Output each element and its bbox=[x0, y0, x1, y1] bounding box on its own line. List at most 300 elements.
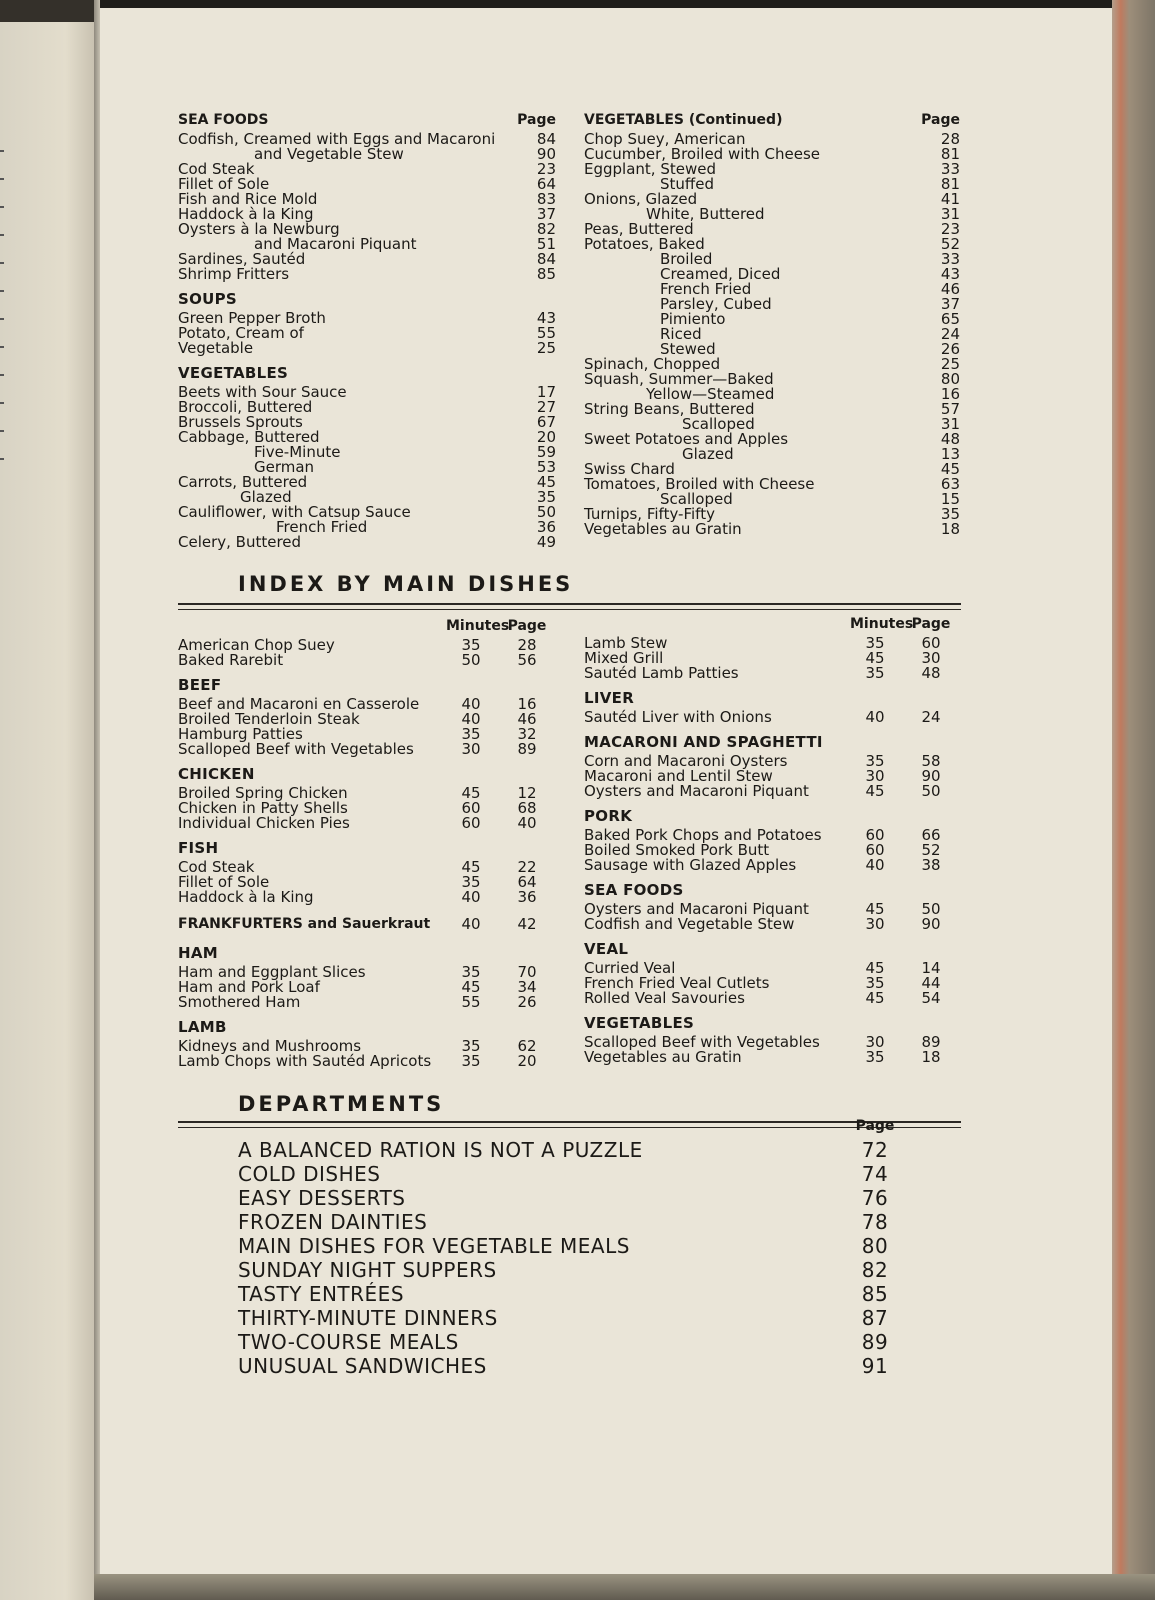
dish-page: 48 bbox=[921, 664, 941, 682]
dish-page: 24 bbox=[921, 708, 941, 726]
entry-label: Carrots, Buttered bbox=[178, 473, 308, 491]
department-entry bbox=[238, 1186, 900, 1210]
index-entry bbox=[178, 505, 556, 520]
index-entry bbox=[178, 430, 556, 445]
page-column-header: Page bbox=[507, 618, 547, 634]
department-label: FROZEN DAINTIES bbox=[238, 1210, 428, 1234]
department-page: 89 bbox=[861, 1330, 889, 1354]
entry-page: 53 bbox=[536, 458, 556, 476]
dish-page: 44 bbox=[921, 974, 941, 992]
departments-list bbox=[238, 1118, 900, 1378]
department-entry bbox=[238, 1306, 900, 1330]
header-spacer bbox=[238, 1118, 850, 1134]
dish-page: 66 bbox=[921, 826, 941, 844]
dish-label: Chicken in Patty Shells bbox=[178, 799, 348, 817]
dish-entry bbox=[584, 1050, 962, 1065]
index-entry bbox=[584, 162, 960, 177]
entry-page: 55 bbox=[536, 324, 556, 342]
entry-label: Glazed bbox=[240, 488, 292, 506]
group-title: CHICKEN bbox=[178, 765, 255, 783]
entry-page: 67 bbox=[536, 413, 556, 431]
group-title: LAMB bbox=[178, 1018, 227, 1036]
dish-label: Beef and Macaroni en Casserole bbox=[178, 695, 420, 713]
column-header-row bbox=[178, 618, 558, 634]
group-header-row bbox=[178, 112, 556, 128]
entry-page: 90 bbox=[536, 145, 556, 163]
index-entry bbox=[584, 237, 960, 252]
dish-label: Codfish and Vegetable Stew bbox=[584, 915, 795, 933]
department-entry bbox=[238, 1234, 900, 1258]
index-entry bbox=[584, 327, 960, 342]
department-label: UNUSUAL SANDWICHES bbox=[238, 1354, 487, 1378]
dish-minutes: 35 bbox=[865, 664, 885, 682]
entry-page: 25 bbox=[536, 339, 556, 357]
dish-minutes: 60 bbox=[461, 814, 481, 832]
dish-label: Kidneys and Mushrooms bbox=[178, 1037, 362, 1055]
dish-minutes: 30 bbox=[461, 740, 481, 758]
entry-page: 80 bbox=[940, 370, 960, 388]
dish-entry bbox=[178, 890, 558, 905]
dish-entry bbox=[178, 653, 558, 668]
dish-minutes: 35 bbox=[865, 1048, 885, 1066]
entry-label: Squash, Summer—Baked bbox=[584, 370, 774, 388]
dish-minutes: 40 bbox=[461, 915, 481, 933]
entry-page: 35 bbox=[940, 505, 960, 523]
dish-minutes: 30 bbox=[865, 767, 885, 785]
entry-label: White, Buttered bbox=[646, 205, 765, 223]
dish-entry bbox=[584, 784, 962, 799]
dish-minutes: 35 bbox=[865, 634, 885, 652]
entry-page: 85 bbox=[536, 265, 556, 283]
entry-label: Chop Suey, American bbox=[584, 130, 746, 148]
entry-page: 24 bbox=[940, 325, 960, 343]
entry-page: 81 bbox=[940, 175, 960, 193]
index-entry bbox=[584, 522, 960, 537]
entry-label: Vegetable bbox=[178, 339, 254, 357]
dish-label: Curried Veal bbox=[584, 959, 676, 977]
entry-page: 31 bbox=[940, 415, 960, 433]
entry-label: Vegetables au Gratin bbox=[584, 520, 742, 538]
dish-minutes: 60 bbox=[865, 841, 885, 859]
facing-page-edge bbox=[0, 0, 94, 1600]
column-header-row bbox=[584, 616, 962, 632]
entry-label: French Fried bbox=[276, 518, 368, 536]
entry-page: 43 bbox=[536, 309, 556, 327]
dish-minutes: 35 bbox=[461, 725, 481, 743]
dish-minutes: 40 bbox=[865, 856, 885, 874]
department-page: 87 bbox=[861, 1306, 889, 1330]
dish-label: Boiled Smoked Pork Butt bbox=[584, 841, 770, 859]
entry-page: 65 bbox=[940, 310, 960, 328]
dish-entry bbox=[584, 858, 962, 873]
entry-label: Broccoli, Buttered bbox=[178, 398, 313, 416]
entry-label: Five-Minute bbox=[254, 443, 341, 461]
entry-page: 37 bbox=[536, 205, 556, 223]
entry-page: 59 bbox=[536, 443, 556, 461]
dish-label: Corn and Macaroni Oysters bbox=[584, 752, 788, 770]
entry-label: Broiled bbox=[660, 250, 713, 268]
department-entry bbox=[238, 1162, 900, 1186]
entry-label: Creamed, Diced bbox=[660, 265, 781, 283]
dish-page: 32 bbox=[517, 725, 537, 743]
entry-label: String Beans, Buttered bbox=[584, 400, 755, 418]
department-label: COLD DISHES bbox=[238, 1162, 381, 1186]
dish-label: American Chop Suey bbox=[178, 636, 335, 654]
department-label: TWO-COURSE MEALS bbox=[238, 1330, 459, 1354]
index-entry bbox=[584, 267, 960, 282]
dish-minutes: 50 bbox=[461, 651, 481, 669]
entry-page: 82 bbox=[536, 220, 556, 238]
dish-page: 36 bbox=[517, 888, 537, 906]
dish-label: Lamb Chops with Sautéd Apricots bbox=[178, 1052, 432, 1070]
department-label: EASY DESSERTS bbox=[238, 1186, 406, 1210]
dish-label: Scalloped Beef with Vegetables bbox=[584, 1033, 820, 1051]
dish-page: 26 bbox=[517, 993, 537, 1011]
department-page: 78 bbox=[861, 1210, 889, 1234]
entry-label: Scalloped bbox=[682, 415, 755, 433]
index-entry bbox=[584, 432, 960, 447]
department-page: 72 bbox=[861, 1138, 889, 1162]
entry-label: Cabbage, Buttered bbox=[178, 428, 320, 446]
index-entry bbox=[584, 477, 960, 492]
dish-page: 46 bbox=[517, 710, 537, 728]
entry-label: German bbox=[254, 458, 315, 476]
group-title: SEA FOODS bbox=[584, 881, 684, 899]
dish-minutes: 30 bbox=[865, 915, 885, 933]
entry-page: 27 bbox=[536, 398, 556, 416]
dish-page: 68 bbox=[517, 799, 537, 817]
entry-page: 13 bbox=[940, 445, 960, 463]
entry-label: Spinach, Chopped bbox=[584, 355, 721, 373]
dish-label: Smothered Ham bbox=[178, 993, 301, 1011]
facing-page-shadow bbox=[0, 0, 94, 22]
index-entry bbox=[178, 535, 556, 550]
dish-label: FRANKFURTERS and Sauerkraut bbox=[178, 916, 431, 932]
entry-page: 31 bbox=[940, 205, 960, 223]
dish-label: Broiled Spring Chicken bbox=[178, 784, 348, 802]
dish-label: Haddock à la King bbox=[178, 888, 314, 906]
dish-page: 30 bbox=[921, 649, 941, 667]
department-page: 82 bbox=[861, 1258, 889, 1282]
entry-label: Fillet of Sole bbox=[178, 175, 270, 193]
entry-page: 63 bbox=[940, 475, 960, 493]
entry-label: Swiss Chard bbox=[584, 460, 675, 478]
index-entry bbox=[584, 402, 960, 417]
dish-page: 89 bbox=[517, 740, 537, 758]
dish-minutes: 35 bbox=[461, 963, 481, 981]
entry-page: 23 bbox=[940, 220, 960, 238]
dish-minutes: 45 bbox=[865, 782, 885, 800]
dish-minutes: 45 bbox=[865, 959, 885, 977]
group-title: VEGETABLES bbox=[178, 364, 289, 382]
department-entry bbox=[238, 1138, 900, 1162]
entry-label: Peas, Buttered bbox=[584, 220, 694, 238]
entry-label: Potato, Cream of bbox=[178, 324, 304, 342]
dish-minutes: 45 bbox=[461, 978, 481, 996]
department-page: 85 bbox=[861, 1282, 889, 1306]
dish-label: Sautéd Liver with Onions bbox=[584, 708, 772, 726]
entry-label: Haddock à la King bbox=[178, 205, 314, 223]
dish-page: 16 bbox=[517, 695, 537, 713]
departments-heading: DEPARTMENTS bbox=[238, 1092, 445, 1116]
index-entry bbox=[178, 341, 556, 356]
entry-page: 20 bbox=[536, 428, 556, 446]
dish-entry bbox=[584, 991, 962, 1006]
entry-label: Fish and Rice Mold bbox=[178, 190, 318, 208]
dish-minutes: 40 bbox=[461, 888, 481, 906]
entry-label: Pimiento bbox=[660, 310, 726, 328]
dish-page: 54 bbox=[921, 989, 941, 1007]
entry-page: 50 bbox=[536, 503, 556, 521]
dish-label: Sausage with Glazed Apples bbox=[584, 856, 797, 874]
department-entry bbox=[238, 1330, 900, 1354]
entry-label: Glazed bbox=[682, 445, 734, 463]
dish-page: 58 bbox=[921, 752, 941, 770]
department-label: SUNDAY NIGHT SUPPERS bbox=[238, 1258, 497, 1282]
dish-entry bbox=[584, 917, 962, 932]
dish-label: French Fried Veal Cutlets bbox=[584, 974, 770, 992]
dish-label: Oysters and Macaroni Piquant bbox=[584, 782, 809, 800]
entry-label: Brussels Sprouts bbox=[178, 413, 303, 431]
page-column-header: Page bbox=[921, 112, 960, 128]
dish-label: Rolled Veal Savouries bbox=[584, 989, 745, 1007]
dish-minutes: 40 bbox=[865, 708, 885, 726]
entry-page: 52 bbox=[940, 235, 960, 253]
ingredient-index-left-column bbox=[178, 112, 556, 550]
dish-label: Cod Steak bbox=[178, 858, 255, 876]
facing-page-marks bbox=[0, 150, 6, 486]
page-column-header: Page bbox=[911, 616, 951, 632]
dish-minutes: 45 bbox=[461, 784, 481, 802]
dish-minutes: 35 bbox=[461, 1052, 481, 1070]
entry-page: 17 bbox=[536, 383, 556, 401]
dish-label: Ham and Pork Loaf bbox=[178, 978, 320, 996]
dish-minutes: 45 bbox=[461, 858, 481, 876]
entry-page: 16 bbox=[940, 385, 960, 403]
department-page: 91 bbox=[861, 1354, 889, 1378]
book-cover-edge bbox=[1112, 0, 1155, 1600]
dish-label: Scalloped Beef with Vegetables bbox=[178, 740, 414, 758]
entry-page: 48 bbox=[940, 430, 960, 448]
entry-label: Stuffed bbox=[660, 175, 714, 193]
dish-minutes: 35 bbox=[865, 752, 885, 770]
main-dishes-left-column bbox=[178, 618, 558, 1069]
group-title: BEEF bbox=[178, 676, 222, 694]
minutes-column-header: Minutes bbox=[850, 616, 914, 632]
minutes-column-header: Minutes bbox=[446, 618, 510, 634]
entry-label: Sardines, Sautéd bbox=[178, 250, 306, 268]
entry-page: 23 bbox=[536, 160, 556, 178]
entry-label: Sweet Potatoes and Apples bbox=[584, 430, 789, 448]
dish-page: 50 bbox=[921, 782, 941, 800]
entry-label: Cucumber, Broiled with Cheese bbox=[584, 145, 821, 163]
dish-label: Oysters and Macaroni Piquant bbox=[584, 900, 809, 918]
entry-label: Potatoes, Baked bbox=[584, 235, 705, 253]
dish-minutes: 30 bbox=[865, 1033, 885, 1051]
index-entry bbox=[178, 475, 556, 490]
ingredient-index-right-column bbox=[584, 112, 960, 537]
entry-page: 64 bbox=[536, 175, 556, 193]
dish-entry bbox=[178, 742, 558, 757]
department-entry bbox=[238, 1210, 900, 1234]
entry-page: 81 bbox=[940, 145, 960, 163]
entry-label: Celery, Buttered bbox=[178, 533, 302, 551]
header-spacer bbox=[584, 616, 850, 632]
entry-label: Stewed bbox=[660, 340, 716, 358]
entry-page: 18 bbox=[940, 520, 960, 538]
entry-label: and Vegetable Stew bbox=[254, 145, 404, 163]
entry-label: Beets with Sour Sauce bbox=[178, 383, 347, 401]
dish-page: 40 bbox=[517, 814, 537, 832]
dish-page: 52 bbox=[921, 841, 941, 859]
entry-page: 83 bbox=[536, 190, 556, 208]
group-title: MACARONI AND SPAGHETTI bbox=[584, 733, 823, 751]
group-title: SOUPS bbox=[178, 290, 238, 308]
dish-page: 89 bbox=[921, 1033, 941, 1051]
index-entry bbox=[178, 445, 556, 460]
dish-page: 64 bbox=[517, 873, 537, 891]
book-bottom-edge bbox=[94, 1574, 1155, 1600]
entry-page: 45 bbox=[536, 473, 556, 491]
entry-page: 28 bbox=[940, 130, 960, 148]
dish-label: Sautéd Lamb Patties bbox=[584, 664, 739, 682]
entry-page: 51 bbox=[536, 235, 556, 253]
dish-minutes: 35 bbox=[461, 636, 481, 654]
dish-page: 90 bbox=[921, 767, 941, 785]
entry-label: French Fried bbox=[660, 280, 752, 298]
dish-label: Ham and Eggplant Slices bbox=[178, 963, 366, 981]
department-page: 80 bbox=[861, 1234, 889, 1258]
entry-label: Eggplant, Stewed bbox=[584, 160, 716, 178]
dish-label: Baked Rarebit bbox=[178, 651, 284, 669]
dish-minutes: 40 bbox=[461, 695, 481, 713]
dish-minutes: 35 bbox=[865, 974, 885, 992]
entry-page: 37 bbox=[940, 295, 960, 313]
entry-label: Turnips, Fifty-Fifty bbox=[584, 505, 715, 523]
dish-minutes: 45 bbox=[865, 989, 885, 1007]
entry-page: 35 bbox=[536, 488, 556, 506]
dish-minutes: 45 bbox=[865, 649, 885, 667]
group-title: PORK bbox=[584, 807, 633, 825]
dish-page: 70 bbox=[517, 963, 537, 981]
entry-page: 49 bbox=[536, 533, 556, 551]
dish-page: 18 bbox=[921, 1048, 941, 1066]
department-label: THIRTY-MINUTE DINNERS bbox=[238, 1306, 498, 1330]
dish-label: Vegetables au Gratin bbox=[584, 1048, 742, 1066]
main-dishes-right-column bbox=[584, 616, 962, 1065]
dish-minutes: 60 bbox=[865, 826, 885, 844]
entry-label: Yellow—Steamed bbox=[646, 385, 775, 403]
page-column-header: Page bbox=[855, 1118, 895, 1134]
dish-page: 62 bbox=[517, 1037, 537, 1055]
dish-entry bbox=[178, 917, 558, 932]
dish-minutes: 45 bbox=[865, 900, 885, 918]
dish-entry bbox=[178, 1054, 558, 1069]
entry-page: 57 bbox=[940, 400, 960, 418]
entry-label: Cauliflower, with Catsup Sauce bbox=[178, 503, 411, 521]
entry-label: Onions, Glazed bbox=[584, 190, 698, 208]
index-entry bbox=[584, 312, 960, 327]
entry-label: and Macaroni Piquant bbox=[254, 235, 417, 253]
group-header-row bbox=[584, 112, 960, 128]
header-spacer bbox=[178, 618, 446, 634]
entry-page: 33 bbox=[940, 250, 960, 268]
dish-label: Hamburg Patties bbox=[178, 725, 303, 743]
entry-label: Cod Steak bbox=[178, 160, 255, 178]
index-entry bbox=[584, 297, 960, 312]
group-title: SEA FOODS bbox=[178, 112, 269, 128]
index-entry bbox=[584, 192, 960, 207]
entry-label: Codfish, Creamed with Eggs and Macaroni bbox=[178, 130, 496, 148]
entry-page: 36 bbox=[536, 518, 556, 536]
entry-page: 46 bbox=[940, 280, 960, 298]
group-title: HAM bbox=[178, 944, 218, 962]
dish-label: Mixed Grill bbox=[584, 649, 664, 667]
dish-label: Fillet of Sole bbox=[178, 873, 270, 891]
dish-page: 56 bbox=[517, 651, 537, 669]
dish-minutes: 40 bbox=[461, 710, 481, 728]
department-page: 76 bbox=[861, 1186, 889, 1210]
entry-label: Riced bbox=[660, 325, 702, 343]
dish-minutes: 35 bbox=[461, 1037, 481, 1055]
entry-page: 45 bbox=[940, 460, 960, 478]
dish-page: 28 bbox=[517, 636, 537, 654]
entry-label: Parsley, Cubed bbox=[660, 295, 772, 313]
dish-page: 20 bbox=[517, 1052, 537, 1070]
dish-entry bbox=[178, 995, 558, 1010]
department-page: 74 bbox=[861, 1162, 889, 1186]
dish-page: 42 bbox=[517, 915, 537, 933]
main-dishes-rule bbox=[178, 603, 961, 610]
departments-header-row bbox=[238, 1118, 900, 1134]
entry-page: 84 bbox=[536, 250, 556, 268]
dish-page: 22 bbox=[517, 858, 537, 876]
department-entry bbox=[238, 1258, 900, 1282]
entry-label: Tomatoes, Broiled with Cheese bbox=[584, 475, 815, 493]
dish-page: 34 bbox=[517, 978, 537, 996]
dish-label: Macaroni and Lentil Stew bbox=[584, 767, 773, 785]
group-title: LIVER bbox=[584, 689, 635, 707]
dish-page: 60 bbox=[921, 634, 941, 652]
department-label: MAIN DISHES FOR VEGETABLE MEALS bbox=[238, 1234, 630, 1258]
dish-page: 14 bbox=[921, 959, 941, 977]
index-entry bbox=[584, 282, 960, 297]
dish-label: Individual Chicken Pies bbox=[178, 814, 350, 832]
group-title: VEAL bbox=[584, 940, 629, 958]
dish-entry bbox=[178, 816, 558, 831]
index-entry bbox=[178, 267, 556, 282]
department-entry bbox=[238, 1354, 900, 1378]
dish-page: 90 bbox=[921, 915, 941, 933]
group-title: VEGETABLES (Continued) bbox=[584, 112, 783, 128]
dish-minutes: 60 bbox=[461, 799, 481, 817]
entry-label: Oysters à la Newburg bbox=[178, 220, 340, 238]
group-spacer bbox=[178, 932, 558, 936]
dish-minutes: 55 bbox=[461, 993, 481, 1011]
entry-page: 43 bbox=[940, 265, 960, 283]
dish-page: 38 bbox=[921, 856, 941, 874]
group-title: FISH bbox=[178, 839, 219, 857]
group-title: VEGETABLES bbox=[584, 1014, 695, 1032]
dish-label: Lamb Stew bbox=[584, 634, 668, 652]
dish-label: Broiled Tenderloin Steak bbox=[178, 710, 360, 728]
department-entry bbox=[238, 1282, 900, 1306]
department-label: A BALANCED RATION IS NOT A PUZZLE bbox=[238, 1138, 643, 1162]
entry-page: 84 bbox=[536, 130, 556, 148]
entry-page: 41 bbox=[940, 190, 960, 208]
entry-label: Shrimp Fritters bbox=[178, 265, 290, 283]
entry-page: 26 bbox=[940, 340, 960, 358]
